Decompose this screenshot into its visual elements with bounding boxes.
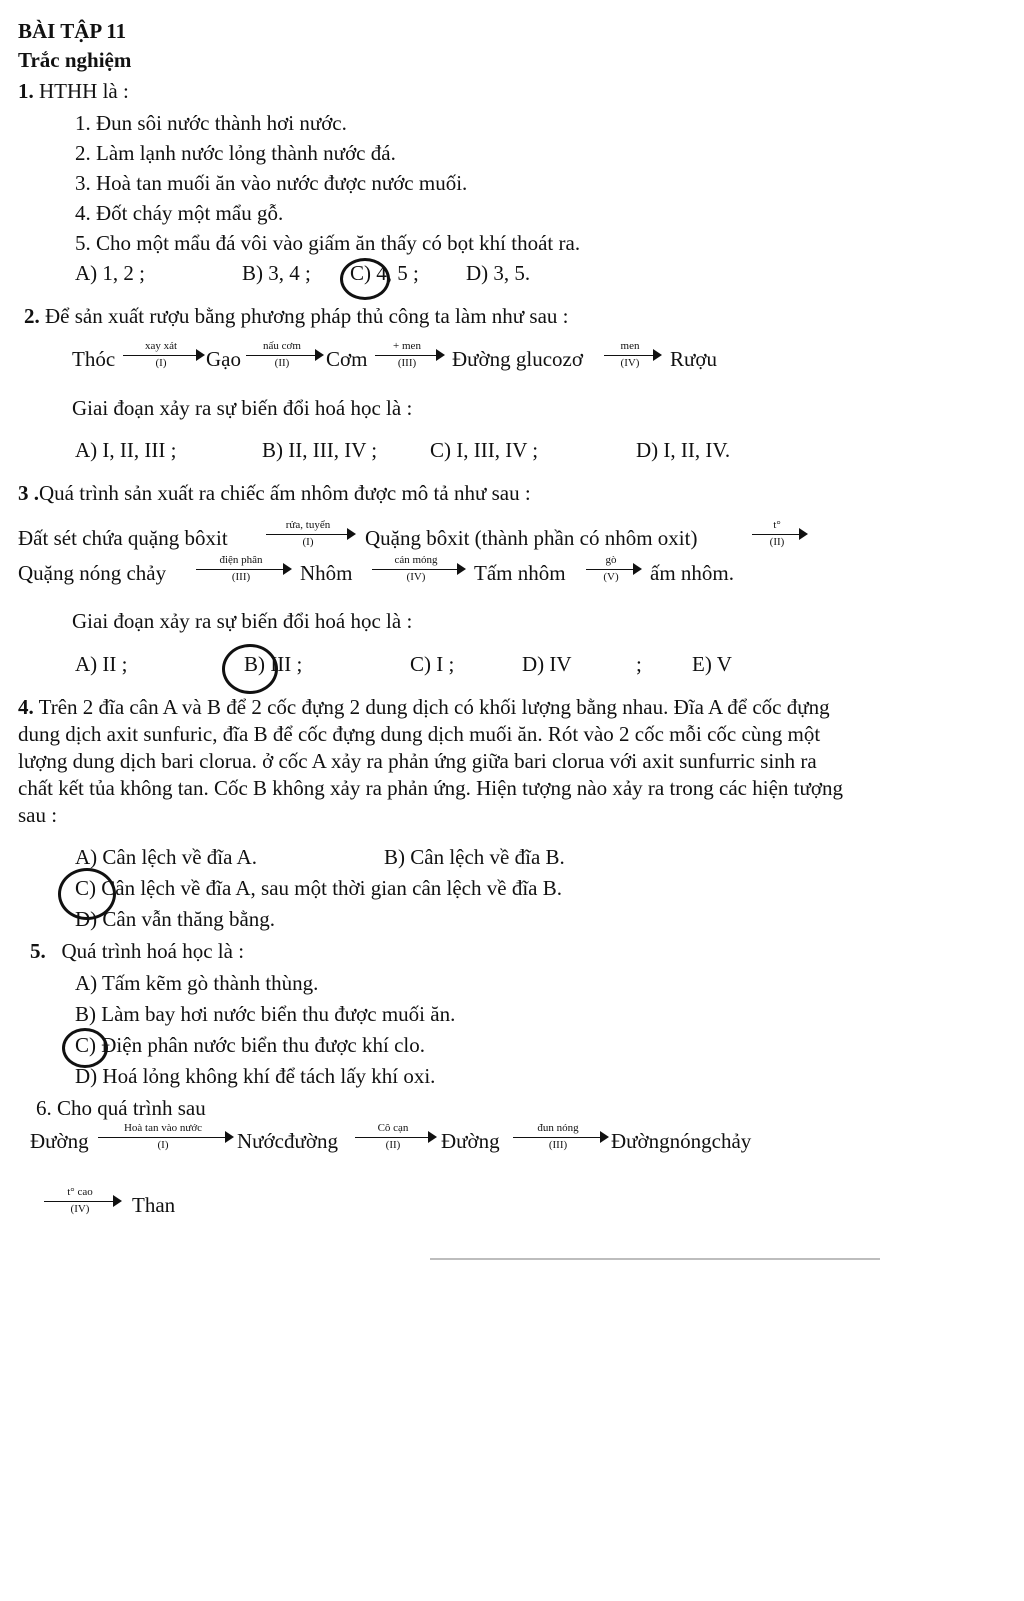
reaction-arrow: t° (II) <box>752 519 808 553</box>
q3-chain-am-nhom: ấm nhôm. <box>650 561 734 585</box>
q1-option-b: B) 3, 4 ; <box>242 261 311 285</box>
q4-option-a: A) Cân lệch về đĩa A. <box>75 845 257 869</box>
q1-option-c: C) 4, 5 ; <box>350 261 419 285</box>
q2-chain-gao: Gạo <box>206 347 241 371</box>
q3-chain-quang-boxit: Quặng bôxit (thành phần có nhôm oxit) <box>365 526 698 550</box>
divider-line <box>430 1258 880 1260</box>
q3-chain-quang-nong-chay: Quặng nóng chảy <box>18 561 167 585</box>
q5-option-c: C) Điện phân nước biển thu được khí clo. <box>75 1033 425 1057</box>
q3-option-d: D) IV <box>522 652 572 676</box>
q1-item-5: 5. Cho một mẩu đá vôi vào giấm ăn thấy có bọt khí thoát ra. <box>75 231 581 255</box>
reaction-arrow: + men (III) <box>375 340 445 374</box>
q6-chain-duong-nong-chay: Đườngnóngchảy <box>611 1129 752 1153</box>
reaction-arrow: xay xát (I) <box>123 340 205 374</box>
q4-option-b: B) Cân lệch về đĩa B. <box>384 845 565 869</box>
page-title: BÀI TẬP 11 <box>18 19 127 43</box>
q1-option-a: A) 1, 2 ; <box>75 261 145 285</box>
q2-chain-glucozo: Đường glucozơ <box>452 347 583 371</box>
q1-item-4: 4. Đốt cháy một mẩu gỗ. <box>75 201 284 225</box>
reaction-arrow: t° cao (IV) <box>44 1186 122 1220</box>
q1-item-3: 3. Hoà tan muối ăn vào nước được nước muối. <box>75 171 468 195</box>
q2-chain-thoc: Thóc <box>72 347 116 371</box>
q6-chain-duong-2: Đường <box>441 1129 500 1153</box>
q1-item-1: 1. Đun sôi nước thành hơi nước. <box>75 111 347 135</box>
reaction-arrow: điện phân (III) <box>196 554 292 588</box>
q4-option-c: C) Cân lệch về đĩa A, sau một thời gian cân lệch về đĩa B. <box>75 876 562 900</box>
question-2-stem: 2. Để sản xuất rượu bằng phương pháp thủ công ta làm như sau : <box>24 304 569 328</box>
question-6-stem: 6. Cho quá trình sau <box>36 1096 206 1120</box>
q1-option-d: D) 3, 5. <box>466 261 531 285</box>
q3-chain-tam-nhom: Tấm nhôm <box>474 561 566 585</box>
reaction-arrow: đun nóng (III) <box>513 1122 609 1156</box>
q2-chain-ruou: Rượu <box>670 347 717 371</box>
q1-item-2: 2. Làm lạnh nước lỏng thành nước đá. <box>75 141 396 165</box>
answer-circle-mark <box>222 644 278 694</box>
q3-separator: ; <box>636 652 642 676</box>
question-3-stem: 3 .Quá trình sản xuất ra chiếc ấm nhôm được mô tả như sau : <box>18 481 531 505</box>
reaction-arrow: Cô cạn (II) <box>355 1122 437 1156</box>
reaction-arrow: cán mỏng (IV) <box>372 554 466 588</box>
q3-question: Giai đoạn xảy ra sự biến đổi hoá học là : <box>72 609 413 633</box>
q2-question: Giai đoạn xảy ra sự biến đổi hoá học là : <box>72 396 413 420</box>
question-4-stem: 4. Trên 2 đĩa cân A và B để 2 cốc đựng 2 dung dịch có khối lượng bằng nhau. Đĩa A để cốc đựng dung dịch axit sunfuric, đĩa B để cốc đựng dung dịch muối ăn. Rót vào 2 cốc mỗi cốc cùng một lượng dung dịch bari clorua. ở cốc A xảy ra phản ứng giữa bari clorua với axit sunfurric sinh ra chất kết tủa không tan. Cốc B không xảy ra phản ứng. Hiện tượng nào xảy ra trong các hiện tượng sau : <box>18 695 843 827</box>
question-5-stem: 5. Quá trình hoá học là : <box>30 939 245 963</box>
reaction-arrow: rửa, tuyển (I) <box>266 519 356 553</box>
q3-option-e: E) V <box>692 652 732 676</box>
q2-chain-com: Cơm <box>326 347 368 371</box>
reaction-arrow: gò (V) <box>586 554 642 588</box>
q6-chain-duong: Đường <box>30 1129 89 1153</box>
answer-circle-mark <box>62 1028 108 1068</box>
reaction-arrow: nấu cơm (II) <box>246 340 324 374</box>
q2-option-a: A) I, II, III ; <box>75 438 177 462</box>
answer-circle-mark <box>58 868 116 920</box>
reaction-arrow: men (IV) <box>604 340 662 374</box>
q3-chain-nhom: Nhôm <box>300 561 353 585</box>
q2-option-b: B) II, III, IV ; <box>262 438 378 462</box>
q2-option-d: D) I, II, IV. <box>636 438 731 462</box>
question-1-stem: 1. HTHH là : <box>18 79 129 103</box>
q3-chain-dat-set: Đất sét chứa quặng bôxit <box>18 526 228 550</box>
q3-option-b: B) III ; <box>244 652 303 676</box>
q4-option-d: D) Cân vẫn thăng bằng. <box>75 907 276 931</box>
q5-option-b: B) Làm bay hơi nước biển thu được muối ăn. <box>75 1002 456 1026</box>
answer-circle-mark <box>340 258 390 300</box>
section-subtitle: Trắc nghiệm <box>18 48 132 72</box>
reaction-arrow: Hoà tan vào nước (I) <box>98 1122 234 1156</box>
q3-option-c: C) I ; <box>410 652 455 676</box>
q3-option-a: A) II ; <box>75 652 128 676</box>
q5-option-a: A) Tấm kẽm gò thành thùng. <box>75 971 319 995</box>
q5-option-d: D) Hoá lỏng không khí để tách lấy khí oxi. <box>75 1064 436 1088</box>
q2-option-c: C) I, III, IV ; <box>430 438 539 462</box>
q6-chain-than: Than <box>132 1193 176 1217</box>
q6-chain-nuoc-duong: Nướcđường <box>237 1129 338 1153</box>
